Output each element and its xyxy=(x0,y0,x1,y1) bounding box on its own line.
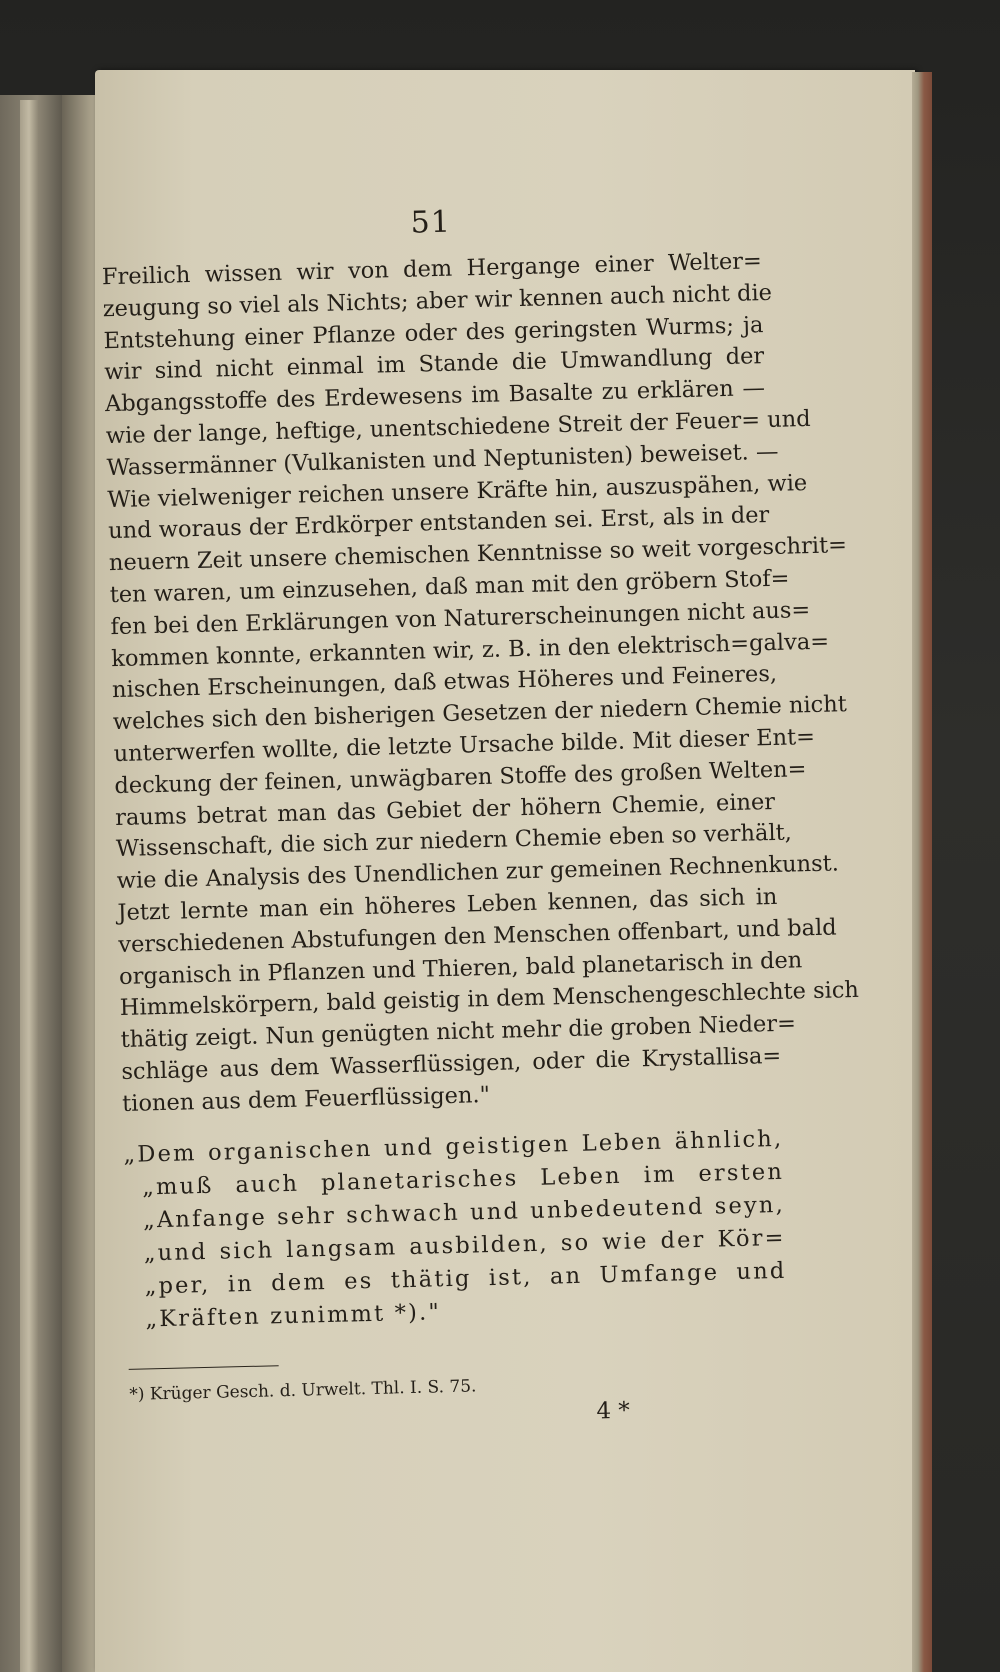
page-stack-edge xyxy=(20,100,38,1672)
text-line: Jetzt lernte man ein höheres Leben kennen, das sich in xyxy=(117,883,778,926)
text-line: tionen aus dem Feuerflüssigen." xyxy=(121,1081,491,1117)
text-line: wir sind nicht einmal im Stande die Umwandlung der xyxy=(104,343,765,386)
text-line: ten waren, um einzusehen, daß man mit den gröbern Stof= xyxy=(109,565,790,609)
text-line: verschiedenen Abstufungen den Menschen offenbart, und bald xyxy=(117,914,837,958)
quote-line: „Anfange sehr schwach und unbedeutend seyn, xyxy=(142,1191,786,1234)
quote-line: „und sich langsam ausbilden, so wie der Kör= xyxy=(143,1224,786,1267)
text-line: unterwerfen wollte, die letzte Ursache bilde. Mit dieser Ent= xyxy=(113,723,816,768)
quote-line: „Kräften zunimmt *)." xyxy=(145,1298,442,1332)
quote-line: „Dem organischen und geistigen Leben ähnlich, xyxy=(123,1125,784,1168)
text-line: fen bei den Erklärungen von Naturerscheinungen nicht aus= xyxy=(110,596,811,640)
text-line: Wie vielweniger reichen unsere Kräfte hin, auszuspähen, wie xyxy=(107,469,808,513)
text-line: Wissenschaft, die sich zur niedern Chemie eben so verhält, xyxy=(115,819,793,863)
block-quote xyxy=(123,1122,788,1336)
text-line: und woraus der Erdkörper entstanden sei. Erst, als in der xyxy=(107,502,770,545)
text-line: welches sich den bisherigen Gesetzen der niedern Chemie nicht xyxy=(112,691,848,736)
signature-mark: 4 * xyxy=(596,1397,631,1424)
footnote-divider xyxy=(129,1365,279,1370)
quote-line: „per, in dem es thätig ist, an Umfange und xyxy=(144,1257,787,1299)
text-line: wie die Analysis des Unendlichen zur gemeinen Rechnenkunst. xyxy=(116,850,840,895)
text-line: neuern Zeit unsere chemischen Kenntnisse so weit vorgeschrit= xyxy=(108,532,848,577)
footnote: *) Krüger Gesch. d. Urwelt. Thl. I. S. 75. xyxy=(129,1375,477,1405)
page-fore-edge xyxy=(912,72,932,1672)
page-number: 51 xyxy=(410,204,452,241)
text-line: nischen Erscheinungen, daß etwas Höheres und Feineres, xyxy=(111,661,778,704)
text-line: Entstehung einer Pflanze oder des geringsten Wurms; ja xyxy=(103,311,764,354)
text-line: kommen konnte, erkannten wir, z. B. in den elektrisch=galva= xyxy=(111,628,830,672)
text-line: zeugung so viel als Nichts; aber wir kennen auch nicht die xyxy=(102,279,773,323)
text-line: Wassermänner (Vulkanisten und Neptunisten) beweiset. — xyxy=(106,438,779,481)
text-line: thätig zeigt. Nun genügten nicht mehr die groben Nieder= xyxy=(120,1010,797,1054)
text-line: Abgangsstoffe des Erdewesens im Basalte zu erklären — xyxy=(104,375,766,418)
text-line: raums betrat man das Gebiet der höhern Chemie, einer xyxy=(114,788,776,831)
text-line: wie der lange, heftige, unentschiedene Streit der Feuer= und xyxy=(105,405,811,450)
quote-line: „muß auch planetarisches Leben im ersten xyxy=(141,1158,785,1201)
text-line: Freilich wissen wir von dem Hergange einer Welter= xyxy=(101,248,763,291)
text-line: schläge aus dem Wasserflüssigen, oder die Krystallisa= xyxy=(121,1042,782,1085)
page-content xyxy=(100,197,860,1435)
text-line: organisch in Pflanzen und Thieren, bald planetarisch in den xyxy=(118,946,803,990)
text-line: deckung der feinen, unwägbaren Stoffe des großen Welten= xyxy=(114,755,807,799)
text-line: Himmelskörpern, bald geistig in dem Menschengeschlechte sich xyxy=(119,977,860,1022)
main-paragraph xyxy=(101,246,860,1120)
